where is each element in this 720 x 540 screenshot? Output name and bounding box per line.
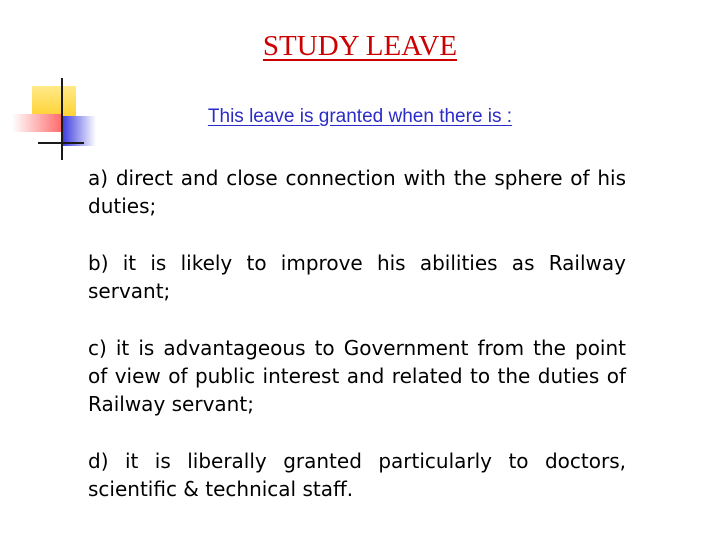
condition-item-a: a) direct and close connection with the sphere of his duties; bbox=[88, 166, 626, 218]
slide-title: STUDY LEAVE bbox=[262, 30, 458, 62]
condition-item-c: c) it is advantageous to Government from the point of view of public interest and related to the duties of Railway servant; bbox=[88, 336, 626, 416]
slide-subtitle: This leave is granted when there is : bbox=[207, 106, 513, 127]
condition-item-d: d) it is liberally granted particularly to doctors, scientific & technical staff. bbox=[88, 449, 626, 501]
condition-list bbox=[88, 164, 626, 532]
condition-item-b: b) it is likely to improve his abilities as Railway servant; bbox=[88, 251, 626, 303]
